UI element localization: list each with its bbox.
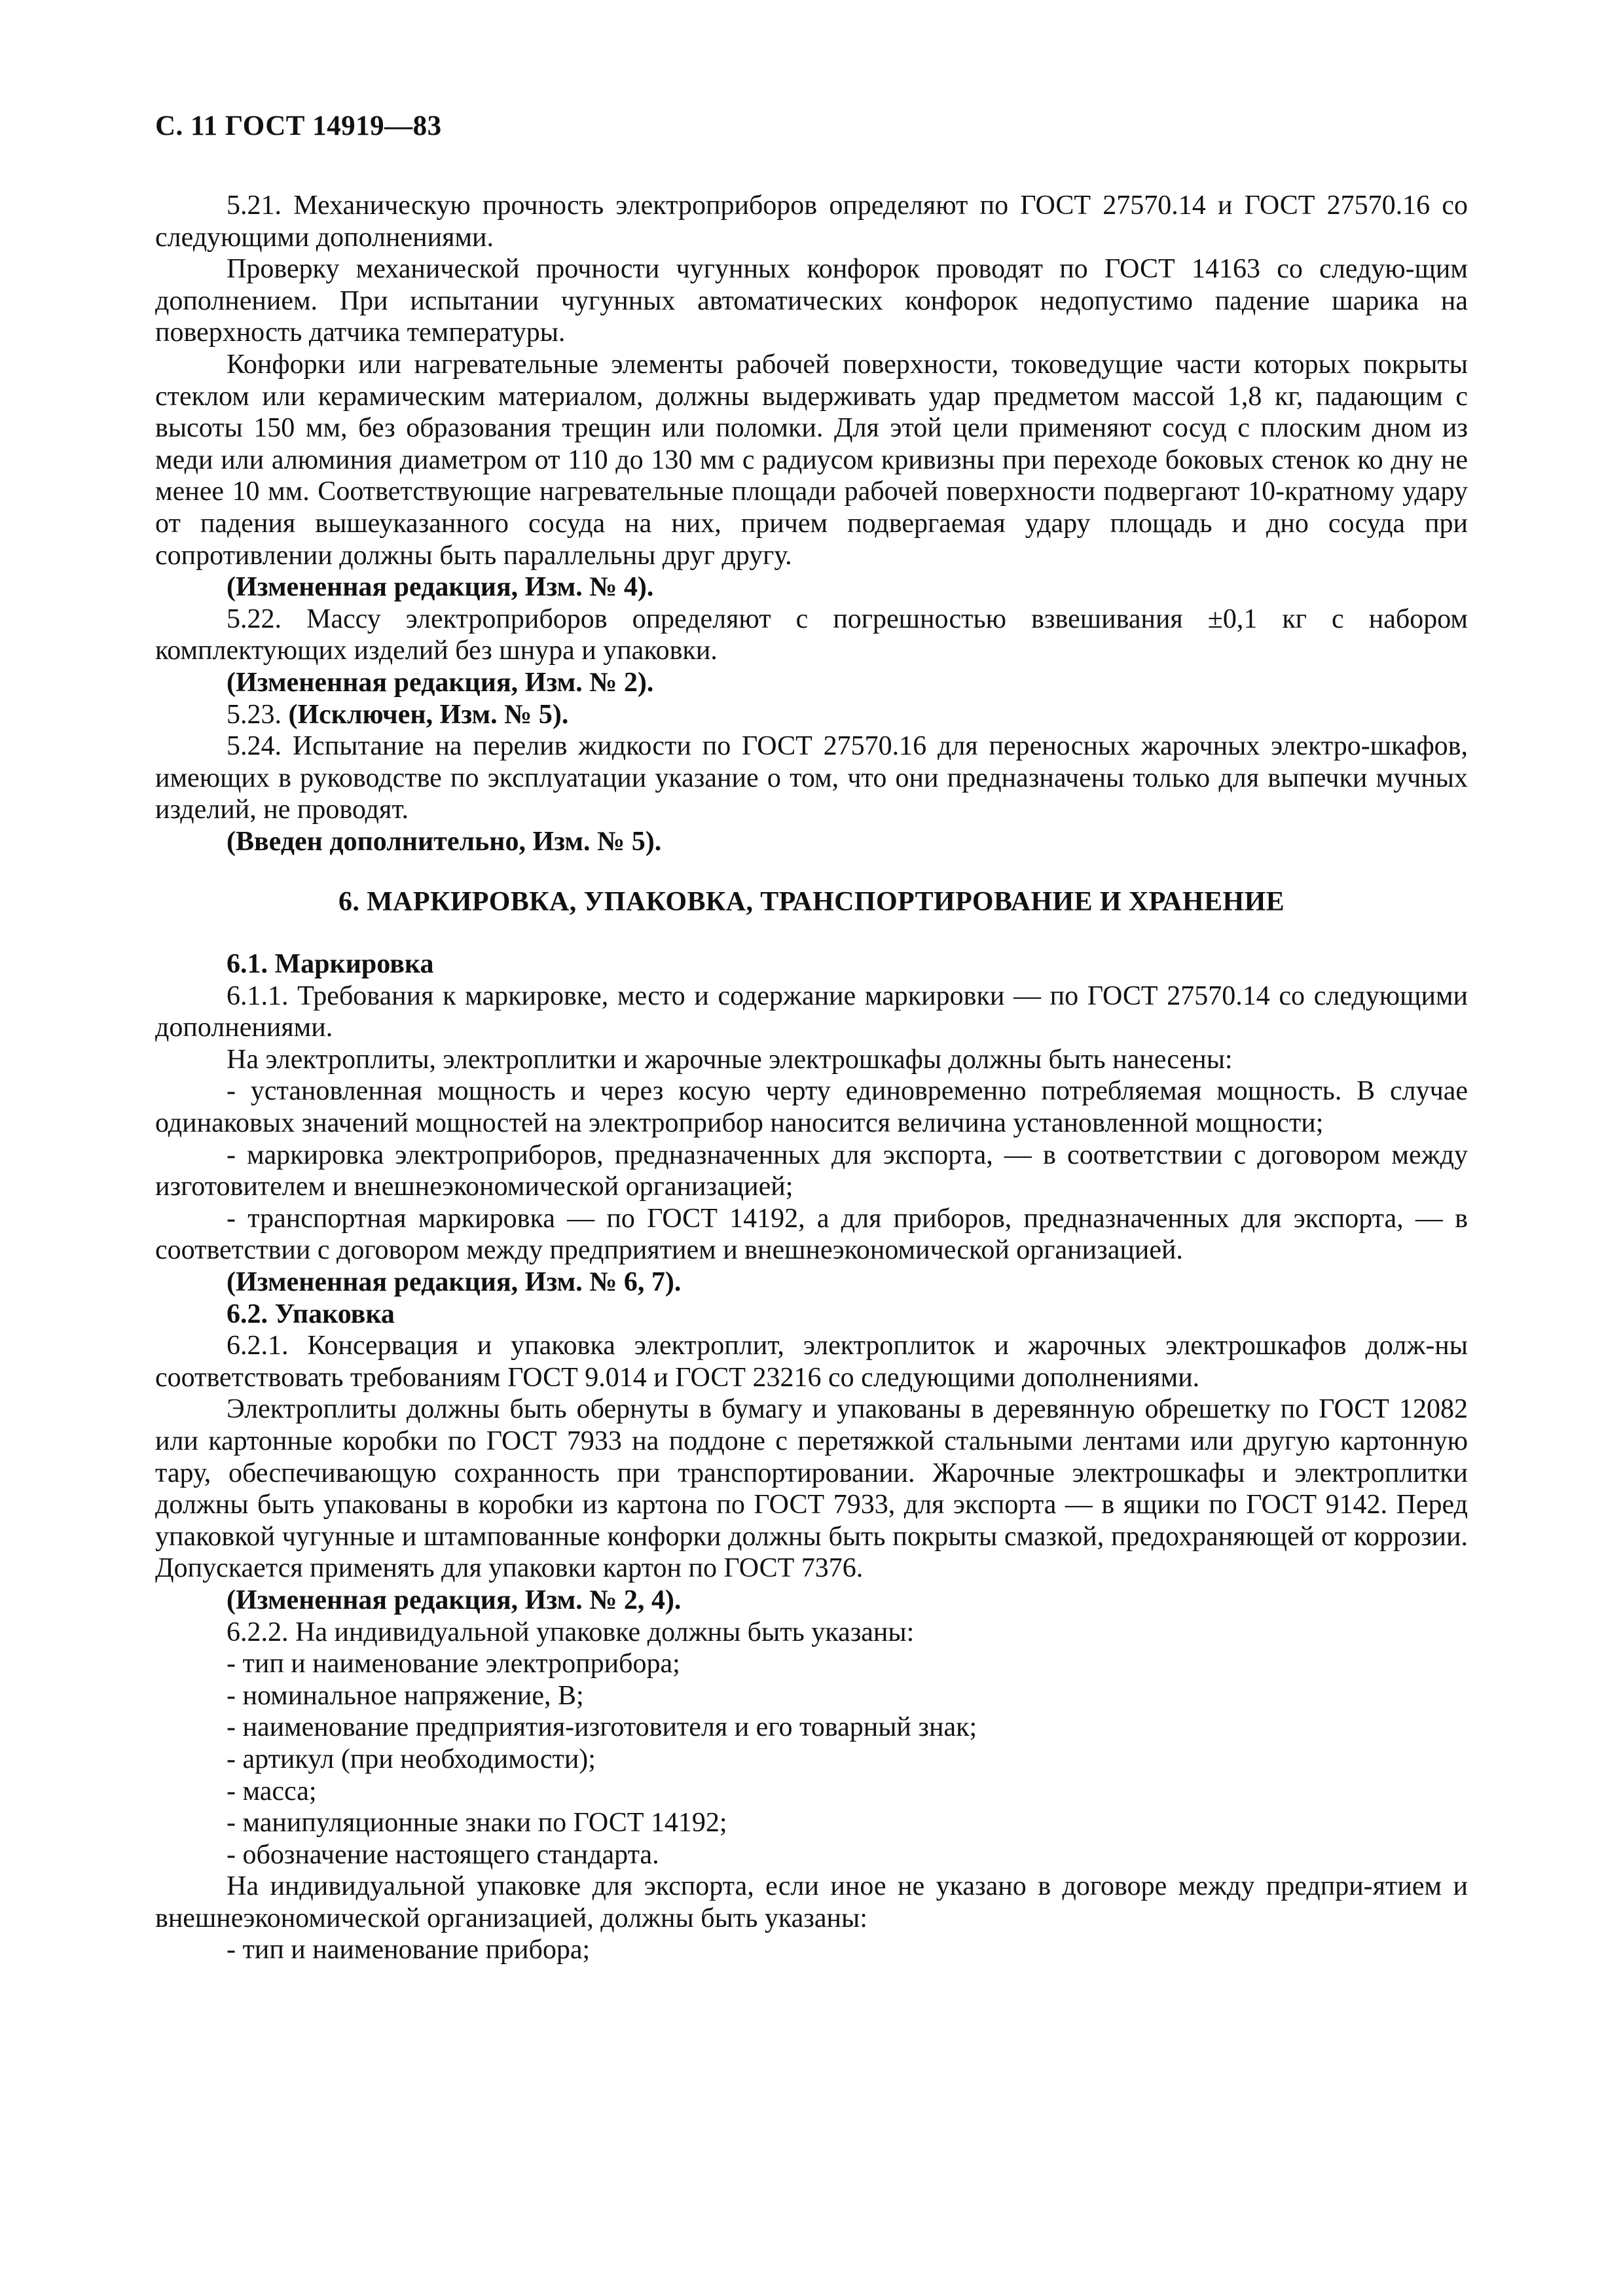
paragraph-6-2-1-packaging: Электроплиты должны быть обернуты в бумагу и упакованы в деревянную обрешетку по ГОСТ 12082 или картонные коробки по ГОСТ 7933 на поддоне с перетяжкой стальными лентами или другую картонную тару, обеспечивающую сохранность при транспортировании. Жарочные электрошкафы и электроплитки должны быть упакованы в коробки из картона по ГОСТ 7933, для экспорта — в ящики по ГОСТ 9142. Перед упаковкой чугунные и штампованные конфорки должны быть покрыты смазкой, предохраняющей от коррозии. Допускается применять для упаковки картон по ГОСТ 7376. bbox=[155, 1394, 1468, 1584]
paragraph-5-22: 5.22. Массу электроприборов определяют с погрешностью взвешивания ±0,1 кг с набором комплектующих изделий без шнура и упаковки. bbox=[155, 603, 1468, 666]
subsection-6-1-heading: 6.1. Маркировка bbox=[227, 949, 434, 980]
paragraph-6-1-1: 6.1.1. Требования к маркировке, место и содержание маркировки — по ГОСТ 27570.14 со следующими дополнениями. bbox=[155, 980, 1468, 1043]
paragraph-5-21-glass-ceramic: Конфорки или нагревательные элементы рабочей поверхности, токоведущие части которых покрыты стеклом или керамическим материалом, должны выдерживать удар предметом массой 1,8 кг, падающим с высоты 150 мм, без образования трещин или поломки. Для этой цели применяют сосуд с плоским дном из меди или алюминия диаметром от 110 до 130 мм с радиусом кривизны при переходе боковых стенок ко дну не менее 10 мм. Соответствующие нагревательные площади рабочей поверхности подвергают 10-кратному удару от падения вышеуказанного сосуда на них, причем подвергаемая удару площадь и дно сосуда при сопротивлении должны быть параллельны друг другу. bbox=[155, 349, 1468, 571]
document-body bbox=[155, 190, 1468, 1966]
list-item: - манипуляционные знаки по ГОСТ 14192; bbox=[227, 1808, 727, 1839]
page-header: С. 11 ГОСТ 14919—83 bbox=[155, 111, 442, 141]
list-item-transport-marking: - транспортная маркировка — по ГОСТ 14192, а для приборов, предназначенных для экспорта, — в соответствии с договором между предприятием и внешнеэкономической организацией. bbox=[155, 1203, 1468, 1266]
amendment-note-5-24: (Введен дополнительно, Изм. № 5). bbox=[227, 826, 662, 857]
subsection-6-2-heading: 6.2. Упаковка bbox=[227, 1299, 395, 1329]
amendment-note-5-21: (Измененная редакция, Изм. № 4). bbox=[227, 572, 654, 603]
paragraph-5-23-excluded-note: (Исключен, Изм. № 5). bbox=[288, 699, 569, 730]
list-item: - тип и наименование электроприбора; bbox=[227, 1649, 680, 1679]
list-item: - наименование предприятия-изготовителя и его товарный знак; bbox=[227, 1712, 977, 1743]
paragraph-5-21: 5.21. Механическую прочность электроприборов определяют по ГОСТ 27570.14 и ГОСТ 27570.16 со следующими дополнениями. bbox=[155, 190, 1468, 253]
paragraph-6-2-1: 6.2.1. Консервация и упаковка электроплит, электроплиток и жарочных электрошкафов долж-ны соответствовать требованиям ГОСТ 9.014 и ГОСТ 23216 со следующими дополнениями. bbox=[155, 1331, 1468, 1393]
amendment-note-6-1-1: (Измененная редакция, Изм. № 6, 7). bbox=[227, 1267, 682, 1297]
paragraph-5-21-cast-iron: Проверку механической прочности чугунных конфорок проводят по ГОСТ 14163 со следую-щим дополнением. При испытании чугунных автоматических конфорок недопустимо падение шарика на поверхность датчика температуры. bbox=[155, 254, 1468, 348]
paragraph-5-23 bbox=[155, 699, 1468, 731]
section-6-title: 6. МАРКИРОВКА, УПАКОВКА, ТРАНСПОРТИРОВАНИЕ И ХРАНЕНИЕ bbox=[338, 887, 1285, 918]
paragraph-5-24: 5.24. Испытание на перелив жидкости по ГОСТ 27570.16 для переносных жарочных электро-шкафов, имеющих в руководстве по эксплуатации указание о том, что они предназначены только для выпечки мучных изделий, не проводят. bbox=[155, 731, 1468, 825]
list-item-rated-power: - установленная мощность и через косую черту единовременно потребляемая мощность. В случае одинаковых значений мощностей на электроприбор наносится величина установленной мощности; bbox=[155, 1076, 1468, 1139]
list-item: - номинальное напряжение, В; bbox=[227, 1680, 584, 1711]
paragraph-6-2-2: 6.2.2. На индивидуальной упаковке должны быть указаны: bbox=[227, 1617, 915, 1647]
paragraph-6-1-1-intro: На электроплиты, электроплитки и жарочные электрошкафы должны быть нанесены: bbox=[227, 1044, 1233, 1075]
list-item: - обозначение настоящего стандарта. bbox=[227, 1839, 659, 1870]
paragraph-5-23-number: 5.23. bbox=[227, 699, 282, 730]
list-item: - масса; bbox=[227, 1776, 317, 1806]
list-item-export-marking: - маркировка электроприборов, предназначенных для экспорта, — в соответствии с договором между изготовителем и внешнеэкономической организацией; bbox=[155, 1139, 1468, 1202]
list-6-2-2 bbox=[155, 1648, 1468, 1871]
amendment-note-5-22: (Измененная редакция, Изм. № 2). bbox=[227, 667, 654, 698]
list-item: - артикул (при необходимости); bbox=[227, 1744, 596, 1774]
paragraph-6-2-2-export: На индивидуальной упаковке для экспорта, если иное не указано в договоре между предпри-ятием и внешнеэкономической организацией, должны быть указаны: bbox=[155, 1871, 1468, 1933]
list-item-export-type: - тип и наименование прибора; bbox=[227, 1935, 591, 1965]
amendment-note-6-2-1: (Измененная редакция, Изм. № 2, 4). bbox=[227, 1585, 682, 1615]
